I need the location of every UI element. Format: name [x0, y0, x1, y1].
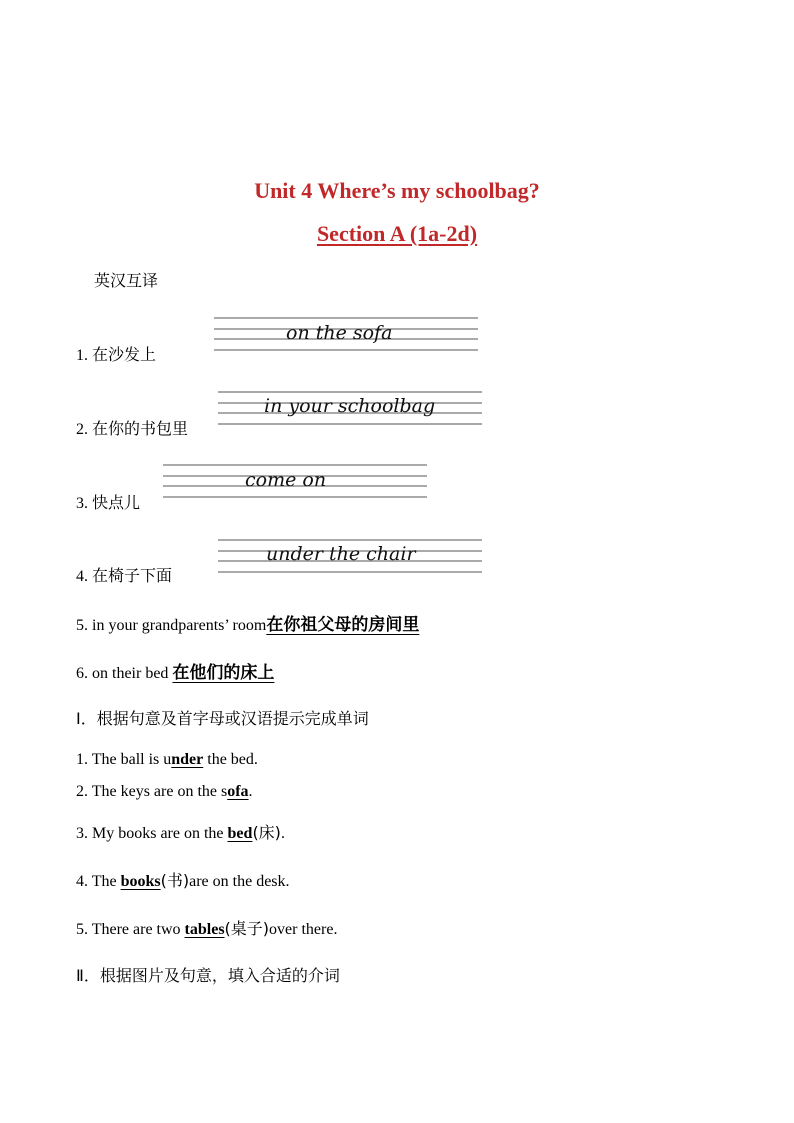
list-item: [76, 416, 188, 439]
exercise-item: [76, 916, 337, 939]
item-number: 4.: [76, 568, 88, 585]
handwritten-answer: on the sofa: [286, 322, 393, 344]
answer-text: 在你祖父母的房间里: [266, 615, 420, 635]
four-line-writing-box: [218, 388, 482, 426]
exercise-item: [76, 868, 290, 891]
list-item: [76, 658, 274, 683]
item-prompt: in your grandparents’ room: [92, 617, 267, 634]
item-number: 2.: [76, 421, 88, 438]
hint-text: (书): [160, 871, 190, 890]
section-title: Section A (1a-2d): [316, 221, 478, 246]
four-line-writing-box: [214, 314, 478, 352]
answer-text: books: [120, 873, 161, 890]
answer-text: 在他们的床上: [172, 663, 275, 683]
handwritten-answer: come on: [245, 469, 327, 491]
exercise-item: [76, 820, 285, 843]
item-number: 5.: [76, 617, 88, 634]
item-number: 1.: [76, 347, 88, 364]
answer-text: bed: [227, 825, 253, 842]
hint-text: (桌子): [224, 919, 270, 938]
answer-text: ofa: [227, 783, 249, 800]
list-item: [76, 563, 172, 586]
item-prompt: 在椅子下面: [92, 566, 173, 585]
sentence-start: 1. The ball is u: [76, 751, 172, 768]
answer-text: tables: [184, 921, 225, 938]
item-prompt: 在你的书包里: [92, 419, 189, 438]
sentence-start: 2. The keys are on the s: [76, 783, 228, 800]
four-line-writing-box: [218, 536, 482, 574]
hint-text: (床): [252, 823, 281, 842]
list-item: [76, 490, 140, 513]
exercise-item: [76, 781, 253, 801]
item-prompt: 在沙发上: [92, 345, 157, 364]
list-item: [76, 610, 419, 635]
item-prompt: 快点儿: [92, 493, 141, 512]
item-number: 6.: [76, 665, 88, 682]
part1-heading: Ⅰ．根据句意及首字母或汉语提示完成单词: [76, 709, 369, 728]
sentence-end: .: [280, 825, 285, 842]
answer-text: nder: [171, 751, 204, 768]
sentence-end: over there.: [269, 921, 338, 938]
sentence-start: 5. There are two: [76, 921, 185, 938]
sentence-start: 3. My books are on the: [76, 825, 228, 842]
sentence-end: .: [248, 783, 253, 800]
part2-heading: Ⅱ．根据图片及句意，填入合适的介词: [76, 966, 340, 985]
item-number: 3.: [76, 495, 88, 512]
sentence-end: the bed.: [203, 751, 258, 768]
item-prompt: on their bed: [92, 665, 169, 682]
sentence-end: are on the desk.: [189, 873, 290, 890]
exercise-item: [76, 749, 258, 769]
part0-heading: 英汉互译: [94, 271, 159, 290]
handwritten-answer: in your schoolbag: [264, 395, 436, 417]
unit-title: Unit 4 Where’s my schoolbag?: [254, 178, 540, 203]
list-item: [76, 342, 156, 365]
handwritten-answer: under the chair: [266, 543, 416, 565]
four-line-writing-box: [163, 461, 427, 499]
sentence-start: 4. The: [76, 873, 121, 890]
